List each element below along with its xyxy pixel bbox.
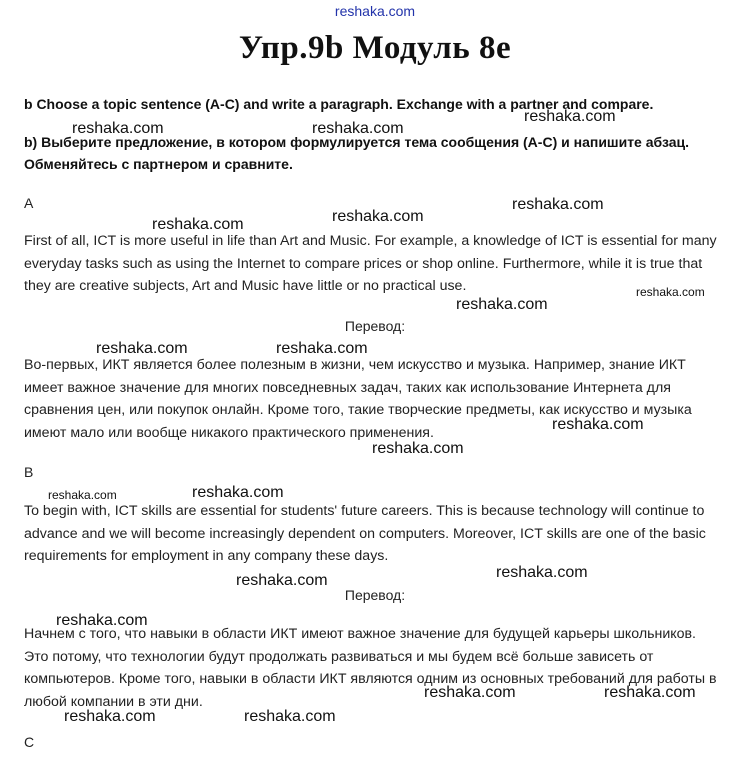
watermark: reshaka.com bbox=[72, 120, 164, 137]
translation-label-b: Перевод: bbox=[344, 587, 406, 603]
translation-label-a: Перевод: bbox=[344, 318, 406, 334]
watermark: reshaka.com bbox=[192, 484, 284, 501]
watermark: reshaka.com bbox=[48, 488, 117, 502]
section-letter-c: C bbox=[24, 734, 35, 750]
site-link[interactable]: reshaka.com bbox=[334, 3, 416, 19]
section-letter-a: A bbox=[24, 195, 34, 211]
watermark: reshaka.com bbox=[276, 340, 368, 357]
watermark: reshaka.com bbox=[236, 572, 328, 589]
instruction-russian: b) Выберите предложение, в котором формулируется тема сообщения (A-C) и напишите абзац. Обменяйтесь с партнером и сравните. bbox=[24, 134, 690, 172]
watermark: reshaka.com bbox=[312, 120, 404, 137]
paragraph-a: First of all, ICT is more useful in life than Art and Music. For example, a knowledge of ICT is essential for many everyday tasks such as using the Internet to compare prices or shop online. Furthermore, while it is true that they are creative subjects, Art and Music have little or no practical use. bbox=[24, 233, 717, 295]
watermark: reshaka.com bbox=[424, 684, 516, 701]
instruction-english: b Choose a topic sentence (A-C) and write a paragraph. Exchange with a partner and compare. bbox=[24, 96, 654, 112]
watermark: reshaka.com bbox=[64, 708, 156, 725]
watermark: reshaka.com bbox=[96, 340, 188, 357]
translation-b: Начнем с того, что навыки в области ИКТ имеют важное значение для будущей карьеры школьников. Это потому, что технологии будут продолжать развиваться и мы будем всё больше зависеть от компьютеров. Кроме того, навыки в области ИКТ являются одним из основных требований для работы в любой компании в эти дни. bbox=[24, 626, 717, 711]
section-letter-b: B bbox=[24, 464, 34, 480]
watermark: reshaka.com bbox=[636, 285, 705, 299]
watermark: reshaka.com bbox=[244, 708, 336, 725]
watermark: reshaka.com bbox=[152, 216, 244, 233]
watermark: reshaka.com bbox=[332, 208, 424, 225]
watermark: reshaka.com bbox=[512, 196, 604, 213]
watermark: reshaka.com bbox=[372, 440, 464, 457]
paragraph-b: To begin with, ICT skills are essential for students' future careers. This is because technology will continue to advance and we will become increasingly dependent on computers. Moreover, ICT skills are one of the basic requirements for employment in any company these days. bbox=[24, 503, 706, 565]
watermark: reshaka.com bbox=[552, 416, 644, 433]
translation-a: Во-первых, ИКТ является более полезным в жизни, чем искусство и музыка. Например, знание ИКТ имеет важное значение для многих повседневных задач, таких как использование Интернета для сравнения цен, или покупок онлайн. Кроме того, такие творческие предметы, как искусство и музыка имеют мало или вообще никакого практического применения. bbox=[24, 357, 692, 442]
watermark: reshaka.com bbox=[456, 296, 548, 313]
watermark: reshaka.com bbox=[496, 564, 588, 581]
page-title: Упр.9b Модуль 8е bbox=[238, 30, 512, 66]
watermark: reshaka.com bbox=[524, 108, 616, 125]
watermark: reshaka.com bbox=[56, 612, 148, 629]
watermark: reshaka.com bbox=[604, 684, 696, 701]
